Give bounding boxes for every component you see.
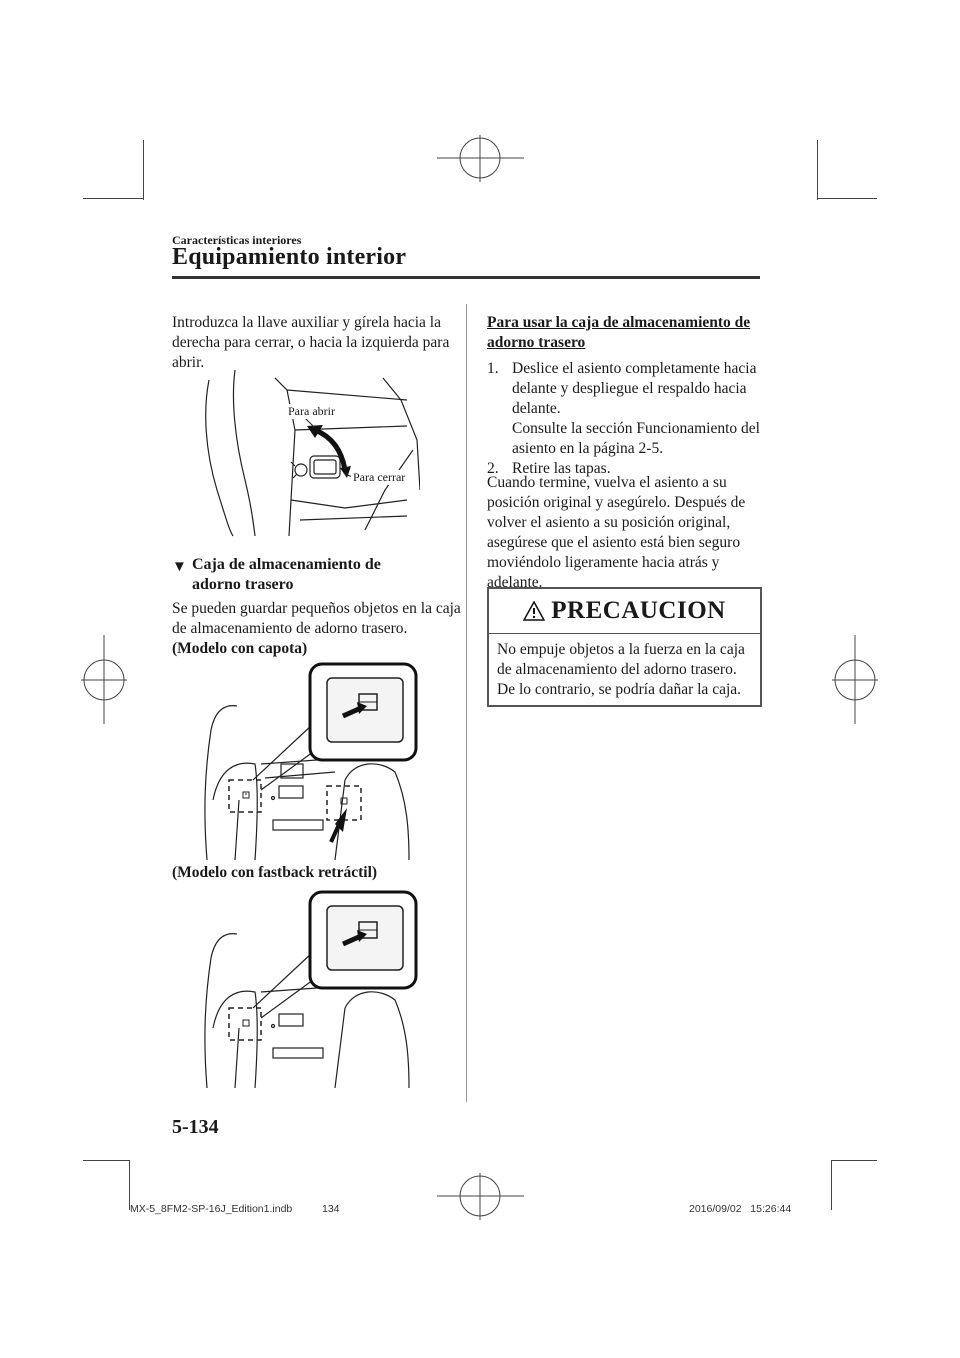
column-divider (466, 304, 467, 1102)
label-para-cerrar: Para cerrar (353, 470, 406, 484)
step-text: Deslice el asiento completamente hacia delante y despliegue el respaldo hacia delante. (512, 360, 757, 417)
step-subtext: Consulte la sección Funcionamiento del asiento en la página 2-5. (512, 420, 760, 457)
key-lock-illustration (195, 370, 420, 538)
description-paragraph (172, 599, 462, 659)
page-number: 5-134 (172, 1116, 219, 1138)
step-text: Retire las tapas. (512, 460, 611, 477)
storage-box-softtop-illustration (195, 660, 420, 860)
section-label: Características interiores (172, 233, 302, 247)
registration-mark-icon (832, 635, 878, 724)
steps-list (487, 359, 762, 479)
step-number: 1. (487, 360, 499, 377)
description-text: Se pueden guardar pequeños objetos en la caja de almacenamiento de adorno trasero. (172, 600, 461, 637)
caution-header (489, 589, 760, 634)
intro-paragraph: Introduzca la llave auxiliar y gírela hacia la derecha para cerrar, o hacia la izquierda para abrir. (172, 314, 450, 371)
footer-file-page: 134 (322, 1203, 340, 1215)
after-paragraph: Cuando termine, vuelva el asiento a su posición original y asegúrelo. Después de volver el asiento a su posición original, asegúrese que el asiento está bien seguro moviéndolo ligeramente hacia atrás y adelante. (487, 474, 746, 591)
subheading (172, 555, 462, 595)
footer-filename: MX-5_8FM2-SP-16J_Edition1.indb (130, 1203, 293, 1215)
registration-mark-icon (437, 1173, 524, 1220)
caption-fastback: (Modelo con fastback retráctil) (172, 864, 378, 881)
subheading-line1: Caja de almacenamiento de (192, 556, 381, 573)
label-para-abrir: Para abrir (288, 404, 335, 418)
registration-mark-icon (437, 135, 524, 182)
warning-triangle-icon (523, 601, 545, 621)
right-heading: Para usar la caja de almacenamiento de adorno trasero (487, 314, 751, 351)
step-number: 2. (487, 460, 499, 477)
caution-box (487, 587, 762, 707)
list-item (487, 359, 762, 459)
title-rule (172, 276, 760, 279)
triangle-bullet-icon: ▼ (172, 559, 187, 575)
storage-box-fastback-illustration (195, 888, 420, 1088)
page-title: Equipamiento interior (172, 244, 407, 270)
subheading-line2: adorno trasero (192, 576, 294, 593)
caution-title: PRECAUCION (551, 597, 726, 624)
caption-softtop: (Modelo con capota) (172, 640, 308, 657)
caution-text: No empuje objetos a la fuerza en la caja de almacenamiento del adorno trasero. De lo contrario, se podría dañar la caja. (497, 641, 745, 698)
footer-timestamp: 2016/09/02 15:26:44 (689, 1203, 792, 1215)
registration-mark-icon (81, 635, 127, 724)
